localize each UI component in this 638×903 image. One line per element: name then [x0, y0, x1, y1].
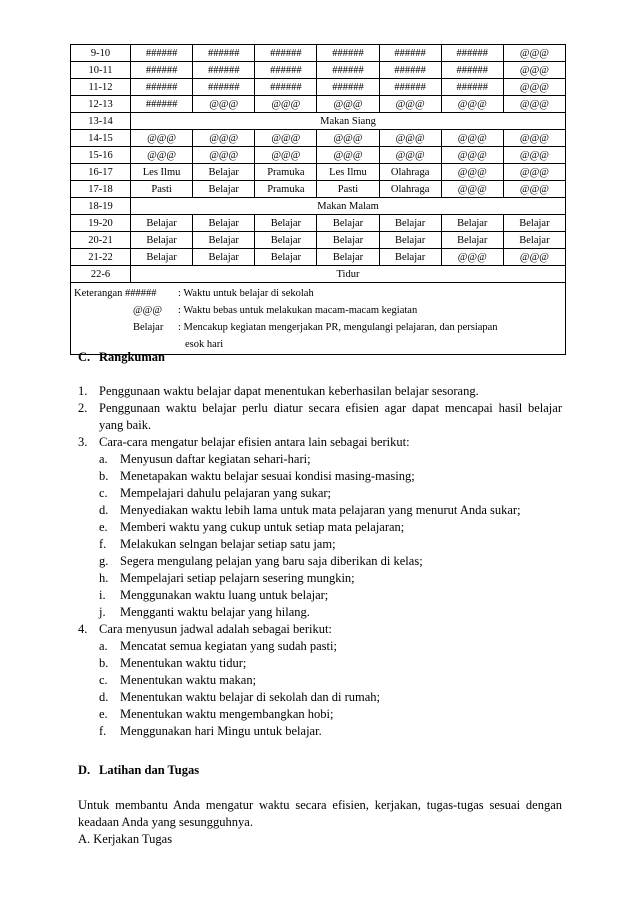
table-cell: @@@	[503, 147, 565, 164]
table-cell: ######	[193, 62, 255, 79]
list-text: Penggunaan waktu belajar perlu diatur secara efisien agar dapat mencapai hasil belajar	[99, 401, 562, 415]
table-cell: Belajar	[503, 232, 565, 249]
table-cell: ######	[193, 45, 255, 62]
table-cell: @@@	[317, 130, 379, 147]
sub-list-text: Menggunakan hari Mingu untuk belajar.	[120, 724, 322, 738]
span-cell: Tidur	[131, 266, 566, 283]
table-cell: @@@	[441, 147, 503, 164]
list-item	[78, 434, 562, 451]
table-cell: @@@	[503, 62, 565, 79]
table-row	[71, 45, 566, 62]
table-cell: ######	[441, 45, 503, 62]
sub-list-text: Menentukan waktu belajar di sekolah dan di rumah;	[120, 690, 380, 704]
table-cell: @@@	[441, 181, 503, 198]
table-row	[71, 181, 566, 198]
table-cell: ######	[441, 62, 503, 79]
table-cell: @@@	[441, 249, 503, 266]
time-cell: 17-18	[71, 181, 131, 198]
table-cell: @@@	[193, 130, 255, 147]
table-cell: @@@	[441, 164, 503, 181]
table-cell: Belajar	[503, 215, 565, 232]
sub-list-item	[78, 706, 562, 723]
section-d-paragraph-line: Untuk membantu Anda mengatur waktu secara efisien, kerjakan, tugas-tugas sesuai dengan	[78, 798, 562, 812]
legend-description: : Waktu untuk belajar di sekolah	[178, 288, 314, 299]
table-cell: Pramuka	[255, 181, 317, 198]
sub-list-item	[78, 587, 562, 604]
span-cell: Makan Malam	[131, 198, 566, 215]
table-cell: ######	[131, 62, 193, 79]
time-cell: 10-11	[71, 62, 131, 79]
sub-list-letter: g.	[99, 554, 109, 568]
sub-list-text: Melakukan selngan belajar setiap satu jam;	[120, 537, 336, 551]
legend-description: : Waktu bebas untuk melakukan macam-macam kegiatan	[178, 305, 418, 316]
sub-list-letter: d.	[99, 690, 109, 704]
section-c	[78, 349, 562, 366]
section-d-heading	[78, 762, 562, 779]
sub-list-text: Menentukan waktu makan;	[120, 673, 257, 687]
table-cell: ######	[379, 45, 441, 62]
sub-list-item	[78, 519, 562, 536]
table-cell: Les Ilmu	[317, 164, 379, 181]
time-cell: 16-17	[71, 164, 131, 181]
table-cell: Belajar	[131, 215, 193, 232]
table-row	[71, 215, 566, 232]
sub-list-item	[78, 553, 562, 570]
table-cell: Belajar	[441, 232, 503, 249]
table-cell: Belajar	[193, 215, 255, 232]
table-cell: ######	[255, 45, 317, 62]
sub-list-text: Menetapakan waktu belajar sesuai kondisi masing-masing;	[120, 469, 415, 483]
table-cell: @@@	[441, 130, 503, 147]
time-cell: 12-13	[71, 96, 131, 113]
legend-key	[74, 285, 178, 302]
table-row	[71, 198, 566, 215]
section-d	[78, 762, 562, 779]
table-cell: Belajar	[193, 232, 255, 249]
table-cell: ######	[255, 62, 317, 79]
list-text: Cara menyusun jadwal adalah sebagai berikut:	[99, 622, 332, 636]
table-cell: Pasti	[317, 181, 379, 198]
sub-list-item	[78, 536, 562, 553]
table-row	[71, 96, 566, 113]
time-cell: 9-10	[71, 45, 131, 62]
table-row	[71, 266, 566, 283]
section-c-title: Rangkuman	[99, 350, 165, 364]
legend-cell	[71, 283, 566, 355]
table-cell: @@@	[379, 130, 441, 147]
table-row	[71, 164, 566, 181]
table-cell: @@@	[317, 147, 379, 164]
time-cell: 13-14	[71, 113, 131, 130]
table-cell: @@@	[379, 96, 441, 113]
sub-list-text: Menggunakan waktu luang untuk belajar;	[120, 588, 329, 602]
list-number: 1.	[78, 384, 88, 398]
sub-list-letter: f.	[99, 537, 107, 551]
table-cell: ######	[255, 79, 317, 96]
table-cell: @@@	[503, 130, 565, 147]
section-d-subheading: A. Kerjakan Tugas	[78, 832, 173, 846]
table-cell: @@@	[503, 79, 565, 96]
table-cell: ######	[379, 62, 441, 79]
section-d-paragraph-line: keadaan Anda yang sesungguhnya.	[78, 815, 253, 829]
list-number: 2.	[78, 401, 88, 415]
table-row	[71, 79, 566, 96]
time-cell: 21-22	[71, 249, 131, 266]
table-cell: Belajar	[193, 249, 255, 266]
sub-list-letter: a.	[99, 452, 108, 466]
table-cell: @@@	[131, 147, 193, 164]
span-cell: Makan Siang	[131, 113, 566, 130]
sub-list-letter: f.	[99, 724, 107, 738]
table-cell: Belajar	[317, 232, 379, 249]
sub-list-letter: d.	[99, 503, 109, 517]
table-cell: Les Ilmu	[131, 164, 193, 181]
legend-item	[74, 302, 562, 319]
table-cell: ######	[441, 79, 503, 96]
sub-list-letter: e.	[99, 707, 108, 721]
sub-list-item	[78, 485, 562, 502]
table-cell: ######	[131, 96, 193, 113]
table-cell: @@@	[503, 181, 565, 198]
sub-list-letter: b.	[99, 469, 109, 483]
sub-list-item	[78, 655, 562, 672]
table-cell: Belajar	[441, 215, 503, 232]
table-cell: Pasti	[131, 181, 193, 198]
table-cell: @@@	[503, 96, 565, 113]
list-text: yang baik.	[99, 418, 152, 432]
table-cell: Belajar	[317, 215, 379, 232]
table-cell: @@@	[193, 147, 255, 164]
table-cell: Belajar	[131, 249, 193, 266]
sub-list-item	[78, 451, 562, 468]
table-cell: @@@	[255, 130, 317, 147]
sub-list-item	[78, 570, 562, 587]
legend-item	[74, 285, 562, 302]
list-number: 3.	[78, 435, 88, 449]
legend-symbol: @@@	[133, 305, 163, 316]
section-d-title: Latihan dan Tugas	[99, 763, 200, 777]
time-cell: 19-20	[71, 215, 131, 232]
table-cell: Olahraga	[379, 164, 441, 181]
legend-row	[71, 283, 566, 355]
list-number: 4.	[78, 622, 88, 636]
table-row	[71, 62, 566, 79]
time-cell: 14-15	[71, 130, 131, 147]
sub-list-item	[78, 689, 562, 706]
table-cell: ######	[193, 79, 255, 96]
table-cell: @@@	[255, 147, 317, 164]
legend-key	[74, 319, 178, 336]
sub-list-text: Menentukan waktu mengembangkan hobi;	[120, 707, 334, 721]
section-d-paragraph	[78, 797, 562, 848]
table-row	[71, 130, 566, 147]
sub-list-letter: e.	[99, 520, 108, 534]
table-row	[71, 113, 566, 130]
sub-list-text: Mencatat semua kegiatan yang sudah pasti;	[120, 639, 337, 653]
sub-list-item	[78, 604, 562, 621]
sub-list-text: Mengganti waktu belajar yang hilang.	[120, 605, 310, 619]
table-row	[71, 147, 566, 164]
sub-list-text: Mempelajari setiap pelajarn sesering mungkin;	[120, 571, 355, 585]
legend-symbol: Belajar	[133, 322, 164, 333]
sub-list-item	[78, 672, 562, 689]
legend-description: : Mencakup kegiatan mengerjakan PR, mengulangi pelajaran, dan persiapan	[178, 322, 498, 333]
time-cell: 15-16	[71, 147, 131, 164]
table-cell: Pramuka	[255, 164, 317, 181]
sub-list-item	[78, 723, 562, 740]
table-cell: ######	[317, 62, 379, 79]
table-cell: @@@	[131, 130, 193, 147]
time-cell: 18-19	[71, 198, 131, 215]
table-cell: Belajar	[131, 232, 193, 249]
sub-list-item	[78, 468, 562, 485]
table-cell: @@@	[503, 249, 565, 266]
table-row	[71, 249, 566, 266]
table-cell: @@@	[193, 96, 255, 113]
sub-list-text: Menyusun daftar kegiatan sehari-hari;	[120, 452, 311, 466]
rangkuman-list	[78, 383, 562, 740]
section-c-letter: C.	[78, 350, 91, 364]
table-cell: Belajar	[317, 249, 379, 266]
sub-list-letter: i.	[99, 588, 106, 602]
list-item	[78, 383, 562, 400]
list-text: Penggunaan waktu belajar dapat menentukan keberhasilan belajar sesorang.	[99, 384, 479, 398]
list-item	[78, 400, 562, 434]
table-cell: Belajar	[255, 249, 317, 266]
table-cell: ######	[317, 79, 379, 96]
table-cell: Belajar	[379, 215, 441, 232]
sub-list-text: Segera mengulang pelajan yang baru saja diberikan di kelas;	[120, 554, 423, 568]
sub-list-text: Menyediakan waktu lebih lama untuk mata pelajaran yang menurut Anda sukar;	[120, 503, 521, 517]
time-cell: 11-12	[71, 79, 131, 96]
list-text: Cara-cara mengatur belajar efisien antara lain sebagai berikut:	[99, 435, 410, 449]
table-cell: @@@	[503, 45, 565, 62]
table-cell: ######	[131, 79, 193, 96]
sub-list-item	[78, 638, 562, 655]
table-cell: ######	[131, 45, 193, 62]
sub-list-letter: c.	[99, 486, 108, 500]
table-cell: Belajar	[193, 164, 255, 181]
sub-list-letter: h.	[99, 571, 109, 585]
table-cell: @@@	[503, 164, 565, 181]
table-cell: ######	[317, 45, 379, 62]
list-item	[78, 621, 562, 638]
table-cell: ######	[379, 79, 441, 96]
table-cell: @@@	[441, 96, 503, 113]
sub-list-letter: a.	[99, 639, 108, 653]
table-cell: @@@	[317, 96, 379, 113]
sub-list-item	[78, 502, 562, 519]
table-cell: Belajar	[193, 181, 255, 198]
sub-list-text: Mempelajari dahulu pelajaran yang sukar;	[120, 486, 332, 500]
table-cell: Belajar	[255, 232, 317, 249]
time-cell: 22-6	[71, 266, 131, 283]
legend-symbol: ######	[125, 288, 157, 299]
sub-list-letter: c.	[99, 673, 108, 687]
table-cell: Belajar	[379, 232, 441, 249]
time-cell: 20-21	[71, 232, 131, 249]
section-d-letter: D.	[78, 763, 91, 777]
legend-key	[74, 302, 178, 319]
sub-list-text: Memberi waktu yang cukup untuk setiap mata pelajaran;	[120, 520, 405, 534]
legend-item	[74, 319, 562, 336]
sub-list-letter: b.	[99, 656, 109, 670]
table-cell: Belajar	[255, 215, 317, 232]
table-cell: Olahraga	[379, 181, 441, 198]
legend-continuation: esok hari	[185, 339, 224, 350]
table-cell: @@@	[379, 147, 441, 164]
table-row	[71, 232, 566, 249]
table-cell: Belajar	[379, 249, 441, 266]
schedule-table	[70, 44, 566, 355]
table-cell: @@@	[255, 96, 317, 113]
sub-list-letter: j.	[99, 605, 106, 619]
sub-list-text: Menentukan waktu tidur;	[120, 656, 247, 670]
section-c-heading	[78, 349, 562, 366]
legend-label: Keterangan	[74, 288, 123, 299]
